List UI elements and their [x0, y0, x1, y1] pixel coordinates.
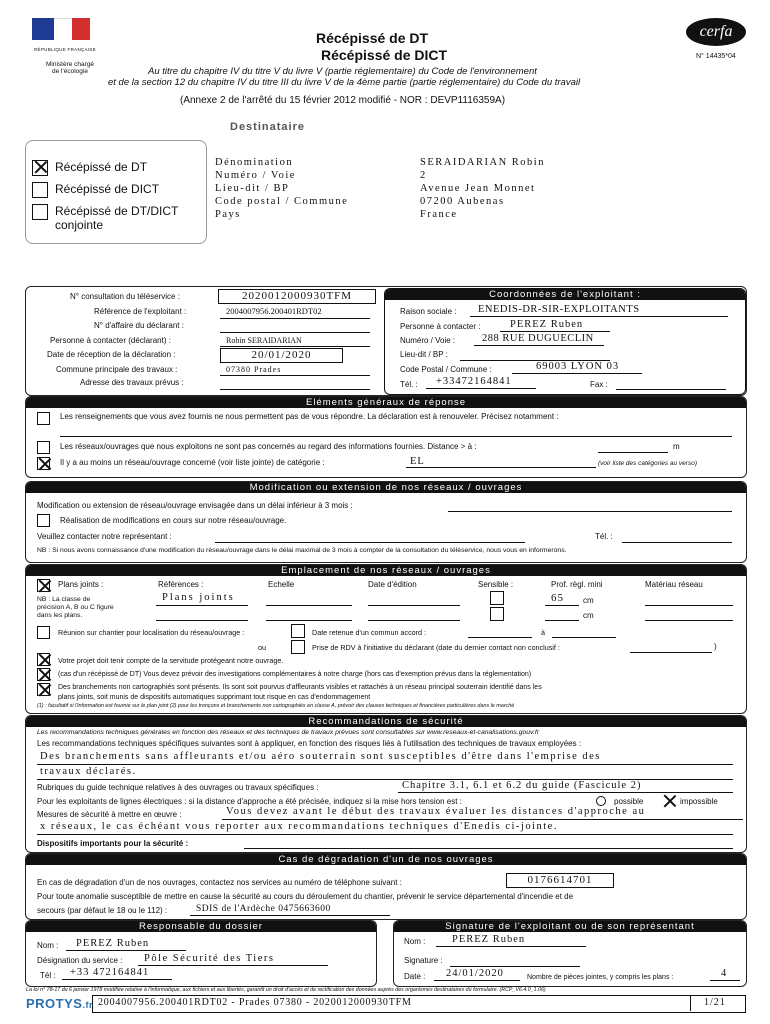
- col-date-edition: Date d'édition: [368, 580, 417, 589]
- input-adresse-travaux[interactable]: [220, 389, 370, 390]
- value-mesures-2: x réseaux, le cas échéant vous reporter aux recommandations techniques d'Enedis ci-jointe.: [40, 821, 558, 832]
- cerfa-text: cerfa: [699, 23, 733, 40]
- label-signature-nom: Nom :: [404, 937, 426, 946]
- label-lieudit-bp: Lieu-dit / BP :: [400, 350, 448, 359]
- input-echelle-1[interactable]: [266, 605, 352, 606]
- value-specifiques-2: travaux déclarés.: [40, 766, 137, 777]
- dest-field-numero: Numéro / Voie: [215, 170, 296, 181]
- destinataire-title: Destinataire: [230, 121, 305, 133]
- cerfa-logo: [686, 18, 746, 46]
- input-prof-2[interactable]: [545, 620, 579, 621]
- text-securite-generales: Les recommandations techniques générales en fonction des réseaux et des techniques de travaux prévues sont consultables sur www.reseaux-et-canalisations.gouv.fr: [37, 729, 539, 736]
- checkbox-branchements[interactable]: [37, 683, 50, 696]
- dest-field-denomination: Dénomination: [215, 157, 294, 168]
- label-contact-declarant: Personne à contacter (déclarant) :: [50, 336, 171, 345]
- input-representant[interactable]: [215, 542, 525, 543]
- text-date-retenue: Date retenue d'un commun accord :: [312, 628, 427, 637]
- checkbox-investigations[interactable]: [37, 668, 50, 681]
- dest-field-codepostal: Code postal / Commune: [215, 196, 349, 207]
- value-signature-nom: PEREZ Ruben: [452, 934, 526, 945]
- checkbox-sensible-1[interactable]: [490, 591, 504, 605]
- input-materiau-1[interactable]: [645, 605, 733, 606]
- ministry-line1: Ministère chargé: [46, 61, 95, 68]
- label-commune-travaux: Commune principale des travaux :: [56, 365, 178, 374]
- label-consultation-number: N° consultation du téléservice :: [70, 292, 180, 301]
- value-date-reception: 20/01/2020: [220, 348, 343, 363]
- text-contacter-representant: Veuillez contacter notre représentant :: [37, 532, 172, 541]
- label-ref-exploitant: Référence de l'exploitant :: [94, 307, 187, 316]
- input-fax[interactable]: [616, 389, 726, 390]
- label-responsable-nom: Nom :: [37, 941, 59, 950]
- label-tel-exploitant: Tél. :: [400, 380, 418, 389]
- reponse-title: Eléments généraux de réponse: [26, 397, 746, 408]
- input-date-retenue[interactable]: [468, 637, 532, 638]
- text-branchements-2: plans joints, soit munis de dispositifs automatiques supprimant tout risque en cas d'endommagement: [58, 694, 371, 701]
- dest-value-lieudit: Avenue Jean Monnet: [420, 183, 536, 194]
- dest-field-pays: Pays: [215, 209, 241, 220]
- value-rubriques: Chapitre 3.1, 6.1 et 6.2 du guide (Fascicule 2): [402, 780, 642, 791]
- label-impossible: impossible: [680, 797, 718, 806]
- text-degradation-phone: En cas de dégradation d'un de nos ouvrages, contactez nos services au numéro de téléphone suivant :: [37, 878, 402, 887]
- label-signature-date: Date :: [404, 972, 426, 981]
- text-servitude: Votre projet doit tenir compte de la servitude protégeant notre ouvrage.: [58, 656, 284, 665]
- col-materiau: Matériau réseau: [645, 580, 703, 589]
- republic-text: RÉPUBLIQUE FRANÇAISE: [34, 47, 97, 52]
- label-plans-joints: Plans joints :: [58, 580, 104, 589]
- text-a: à: [541, 628, 545, 637]
- value-numero-voie: 288 RUE DUGUECLIN: [482, 333, 594, 344]
- securite-title: Recommandations de sécurité: [26, 716, 746, 727]
- text-rubriques: Rubriques du guide technique relatives à des ouvrages ou travaux spécifiques :: [37, 783, 319, 792]
- subtitle-2: et de la section 12 du chapitre IV du titre III du livre V de la 4ème partie (partie réglementaire) du Code du travail: [108, 77, 581, 88]
- text-non-concernes: Les réseaux/ouvrages que nous exploitons ne sont pas concernés au regard des informations fournies. Distance > à :: [60, 442, 477, 451]
- emplacement-title: Emplacement de nos réseaux / ouvrages: [26, 565, 746, 576]
- text-nb-classe: NB : La classe de précision A, B ou C figure dans les plans.: [37, 596, 114, 620]
- label-recepisse-conjointe-2: conjointe: [55, 218, 104, 232]
- value-responsable-tel: +33 472164841: [70, 967, 150, 978]
- text-categorie-note: (voir liste des catégories au verso): [598, 460, 697, 467]
- value-sdis: SDIS de l'Ardèche 0475663600: [196, 904, 331, 914]
- input-affaire-declarant[interactable]: [220, 332, 370, 333]
- subtitle-1: Au titre du chapitre IV du titre V du livre V (partie réglementaire) du Code de l'environnement: [148, 66, 537, 77]
- input-dispositifs[interactable]: [244, 848, 733, 849]
- radio-possible[interactable]: [596, 796, 606, 806]
- label-numero-voie: Numéro / Voie :: [400, 336, 456, 345]
- input-distance[interactable]: [598, 452, 668, 453]
- unit-cm-2: cm: [583, 611, 594, 620]
- col-echelle: Echelle: [268, 580, 295, 589]
- checkbox-renseignements[interactable]: [37, 412, 50, 425]
- label-code-postal: Code Postal / Commune :: [400, 365, 492, 374]
- protys-suffix: .fr: [82, 1000, 93, 1010]
- dest-value-denomination: SERAIDARIAN Robin: [420, 157, 545, 168]
- input-precisez[interactable]: [60, 436, 732, 437]
- checkbox-sensible-2[interactable]: [490, 607, 504, 621]
- signature-title: Signature de l'exploitant ou de son représentant: [394, 921, 746, 932]
- checkbox-reseau-concerne[interactable]: [37, 457, 50, 470]
- col-prof: Prof. règl. mini: [551, 580, 603, 589]
- dest-field-lieudit: Lieu-dit / BP: [215, 183, 290, 194]
- responsable-title: Responsable du dossier: [26, 921, 376, 932]
- input-modification-delai[interactable]: [448, 511, 732, 512]
- text-reunion: Réunion sur chantier pour localisation du réseau/ouvrage :: [58, 628, 245, 637]
- checkbox-plans-joints[interactable]: [37, 579, 50, 592]
- text-dispositifs: Dispositifs importants pour la sécurité :: [37, 839, 189, 848]
- title-dt: Récépissé de DT: [316, 30, 429, 46]
- checkbox-modifications-en-cours[interactable]: [37, 514, 50, 527]
- dest-value-codepostal: 07200 Aubenas: [420, 196, 505, 207]
- checkbox-prise-rdv[interactable]: [291, 640, 305, 654]
- checkbox-recepisse-conjointe[interactable]: [32, 204, 48, 220]
- input-date-edition-2[interactable]: [368, 620, 460, 621]
- value-designation: Pôle Sécurité des Tiers: [144, 953, 275, 964]
- label-recepisse-conjointe: Récépissé de DT/DICT: [55, 204, 179, 218]
- dest-value-pays: France: [420, 209, 458, 220]
- text-mesures: Mesures de sécurité à mettre en œuvre :: [37, 810, 182, 819]
- text-distance-unit: m: [673, 442, 680, 451]
- value-raison-sociale: ENEDIS-DR-SIR-EXPLOITANTS: [478, 304, 640, 315]
- cerfa-number: N° 14435*04: [696, 53, 736, 60]
- text-investigations: (cas d'un récépissé de DT) Vous devez prévoir des investigations complémentaires à notre charge (hors cas d'exemption prévus dans la réglementation): [58, 671, 532, 678]
- annex-reference: (Annexe 2 de l'arrêté du 15 février 2012 modifié - NOR : DEVP1116359A): [180, 95, 506, 106]
- protys-text: PROTYS: [26, 996, 83, 1011]
- label-signature: Signature :: [404, 956, 443, 965]
- label-recepisse-dict: Récépissé de DICT: [55, 182, 160, 196]
- text-modification-nb: NB : Si nous avons connaissance d'une modification du réseau/ouvrage dans le délai maximal de 3 mois à compter de la consultation du téléservice, nous vous en informerons.: [37, 547, 567, 554]
- value-code-postal: 69003 LYON 03: [536, 361, 620, 372]
- value-commune-travaux: 07380 Prades: [226, 365, 282, 374]
- label-possible: possible: [614, 797, 644, 806]
- label-recepisse-dt: Récépissé de DT: [55, 160, 148, 174]
- checkbox-date-retenue[interactable]: [291, 624, 305, 638]
- text-prise-rdv: Prise de RDV à l'initiative du déclarant (date du dernier contact non conclusif :: [312, 643, 560, 652]
- checkbox-servitude[interactable]: [37, 653, 50, 666]
- checkbox-reunion[interactable]: [37, 626, 50, 639]
- republic-logo: [32, 18, 97, 58]
- text-anomalie: Pour toute anomalie susceptible de mettre en cause la sécurité au cours du déroulement du chantier, prévenir le service départemental d'incendie et de: [37, 892, 574, 901]
- modification-title: Modification ou extension de nos réseaux / ouvrages: [26, 482, 746, 493]
- degradation-title: Cas de dégradation d'un de nos ouvrages: [26, 854, 746, 865]
- col-references: Références :: [158, 580, 204, 589]
- value-responsable-nom: PEREZ Ruben: [76, 938, 150, 949]
- value-signature-date: 24/01/2020: [446, 968, 504, 979]
- input-signature[interactable]: [450, 966, 580, 967]
- footer-legal: La loi n° 78-17 du 6 janvier 1978 modifiée relative à l'informatique, aux fichiers et aux libertés, garantit un droit d'accès et de rectification des données auprès des organismes destinataires du formulaire. (RCP_V6.4.0_1.06): [26, 987, 546, 993]
- col-sensible: Sensible :: [478, 580, 514, 589]
- label-designation: Désignation du service :: [37, 956, 123, 965]
- input-tel-representant[interactable]: [622, 542, 732, 543]
- value-tel-exploitant: +33472164841: [436, 376, 512, 387]
- value-categorie: EL: [410, 456, 425, 467]
- text-lignes-electriques: Pour les exploitants de lignes électriques : si la distance d'approche a été précisée, indiquez si la mise hors tension est :: [37, 797, 462, 806]
- dest-value-numero: 2: [420, 170, 427, 181]
- input-date-edition-1[interactable]: [368, 605, 460, 606]
- input-heure-retenue[interactable]: [552, 637, 616, 638]
- text-modification-delai: Modification ou extension de réseau/ouvrage envisagée dans un délai inférieur à 3 mois :: [37, 501, 353, 510]
- label-responsable-tel: Tél :: [40, 971, 56, 980]
- value-personne-contact: PEREZ Ruben: [510, 319, 584, 330]
- text-branchements-1: Des branchements non cartographiés sont présents. Ils sont soit pourvus d'affleurants visibles et rattachés à un réseau principal souterrain identifié dans les: [58, 684, 542, 691]
- title-dict: Récépissé de DICT: [321, 47, 448, 63]
- input-dernier-contact[interactable]: [630, 652, 712, 653]
- label-date-reception: Date de réception de la déclaration :: [47, 350, 176, 359]
- text-emplacement-footnote: (1) : facultatif si l'information est fournie sur le plan joint (2) pour les tronçons et branchements non cartographiés en classe A, prévoir des clauses techniques et financières particulières dans le marché: [37, 703, 515, 709]
- value-pieces-jointes: 4: [721, 968, 727, 979]
- label-affaire-declarant: N° d'affaire du déclarant :: [94, 321, 184, 330]
- value-reference-plans: Plans joints: [162, 592, 235, 603]
- label-tel-representant: Tél. :: [595, 532, 613, 541]
- text-securite-specifiques: Les recommandations techniques spécifiques suivantes sont à appliquer, en fonction des risques liés à l'utilisation des techniques de travaux employées :: [37, 739, 582, 748]
- label-fax: Fax :: [590, 380, 608, 389]
- input-materiau-2[interactable]: [645, 620, 733, 621]
- value-mesures-1: Vous devez avant le début des travaux évaluer les distances d'approche au: [226, 806, 646, 817]
- footer-reference: 2004007956.200401RDT02 - Prades 07380 - 2020012000930TFM: [98, 997, 412, 1008]
- input-reference-2[interactable]: [156, 620, 248, 621]
- exploitant-title: Coordonnées de l'exploitant :: [385, 289, 745, 300]
- paren-close: ): [714, 642, 717, 651]
- ministry-line2: de l'écologie: [52, 68, 88, 75]
- text-secours: secours (par défaut le 18 ou le 112) :: [37, 906, 168, 915]
- checkbox-non-concernes[interactable]: [37, 441, 50, 454]
- text-renseignements: Les renseignements que vous avez fournis ne nous permettent pas de vous répondre. La déclaration est à renouveler. Précisez notamment :: [60, 412, 559, 421]
- text-ou: ou: [258, 643, 266, 652]
- unit-cm-1: cm: [583, 596, 594, 605]
- value-contact-declarant: Robin SERAIDARIAN: [226, 336, 302, 345]
- value-ref-exploitant: 2004007956.200401RDT02: [226, 306, 322, 316]
- footer-page: 1/21: [704, 997, 726, 1008]
- label-pieces-jointes: Nombre de pièces jointes, y compris les plans :: [527, 974, 674, 981]
- label-raison-sociale: Raison sociale :: [400, 307, 457, 316]
- checkbox-recepisse-dict[interactable]: [32, 182, 48, 198]
- value-prof-mini: 65: [551, 592, 564, 604]
- label-adresse-travaux: Adresse des travaux prévus :: [80, 378, 184, 387]
- label-personne-contact: Personne à contacter :: [400, 322, 481, 331]
- text-reseau-concerne: Il y a au moins un réseau/ouvrage concerné (voir liste jointe) de catégorie :: [60, 458, 325, 467]
- text-modifications-en-cours: Réalisation de modifications en cours sur notre réseau/ouvrage.: [60, 516, 287, 525]
- protys-logo: [26, 997, 93, 1010]
- input-echelle-2[interactable]: [266, 620, 352, 621]
- checkbox-recepisse-dt[interactable]: [32, 160, 48, 176]
- footer-page-divider: [690, 995, 691, 1011]
- checkbox-impossible[interactable]: [663, 795, 675, 807]
- value-specifiques-1: Des branchements sans affleurants et/ou aéro souterrain sont susceptibles d'être dans l'emprise des: [40, 751, 601, 762]
- value-consultation-number: 2020012000930TFM: [218, 289, 376, 304]
- value-degradation-phone: 0176614701: [506, 873, 614, 888]
